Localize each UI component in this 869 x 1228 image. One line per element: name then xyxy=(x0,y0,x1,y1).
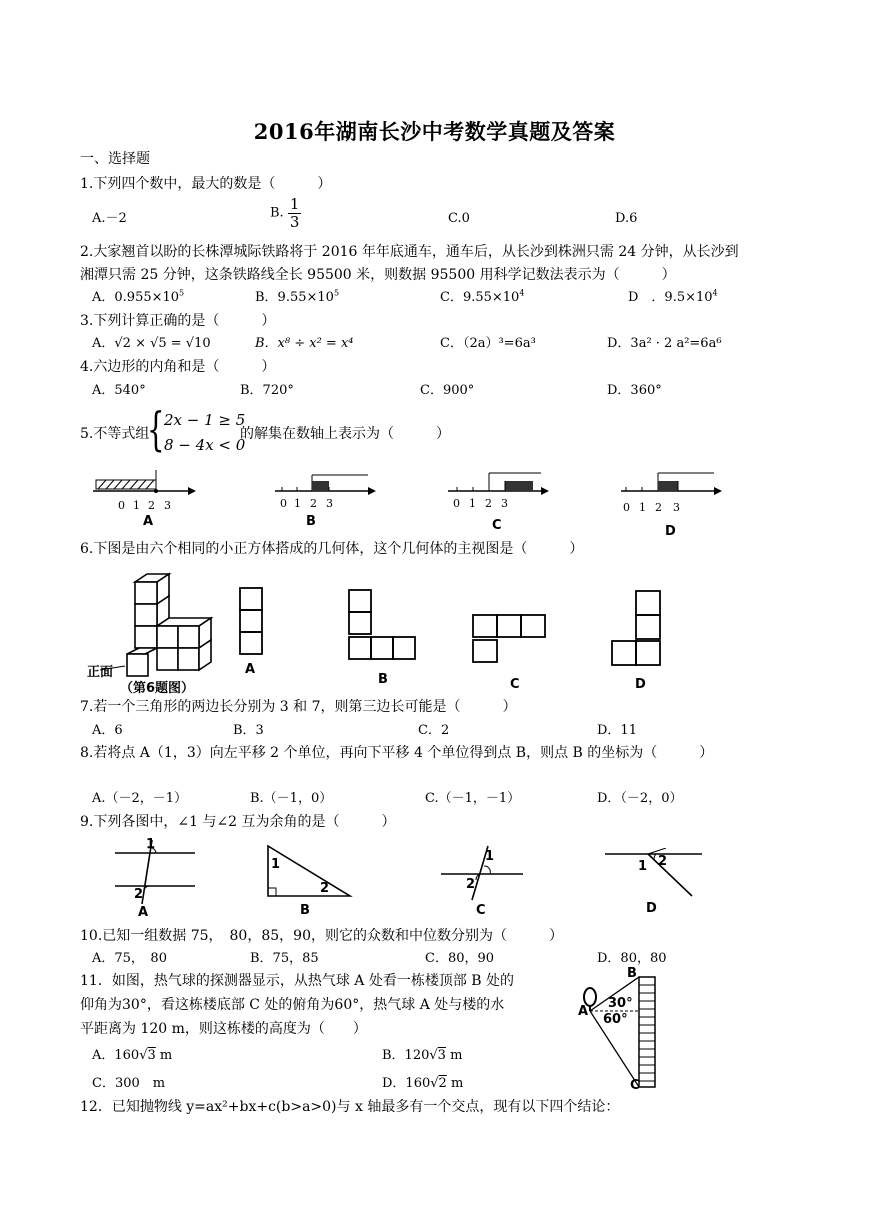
q5b-tick-3: 3 xyxy=(326,497,333,510)
q9c-angle2: 2 xyxy=(466,877,476,892)
q8-stem: 8.若将点 A（1，3）向左平移 2 个单位，再向下平移 4 个单位得到点 B，则点 B 的坐标为（ ） xyxy=(80,745,714,761)
q10-option-a: A．75， 80 xyxy=(92,951,167,966)
q8-option-b: B.（－1，0） xyxy=(250,791,333,806)
q3-stem: 3.下列计算正确的是（ ） xyxy=(80,313,276,329)
q11-stem-line3: 平距离为 120 m，则这栋楼的高度为（ ） xyxy=(80,1021,367,1037)
q9c-label: C xyxy=(476,903,486,918)
q5a-tick-2: 2 xyxy=(148,499,155,512)
q10-option-c: C．80，90 xyxy=(425,951,495,966)
q5-inequality-1: 2x − 1 ≥ 5 xyxy=(164,411,246,429)
q11-point-a: A xyxy=(578,1004,589,1019)
q6a-label: A xyxy=(245,662,256,677)
q7-stem: 7.若一个三角形的两边长分别为 3 和 7，则第三边长可能是（ ） xyxy=(80,699,517,715)
q9-figure-c xyxy=(438,842,528,918)
q9b-label: B xyxy=(300,903,310,918)
q5b-tick-0: 0 xyxy=(280,497,287,510)
q11-option-c: C．300 m xyxy=(92,1076,166,1091)
q6-figure-caption: （第6题图） xyxy=(120,681,195,695)
q6-option-d-figure xyxy=(610,588,670,698)
q6-option-a-figure xyxy=(237,585,277,685)
q2-stem-line2: 湘潭只需 25 分钟，这条铁路线全长 95500 米，则数据 95500 用科学记数法表示为（ ） xyxy=(80,267,676,283)
q4-option-d: D．360° xyxy=(607,383,662,398)
q5c-tick-2: 2 xyxy=(485,497,492,510)
q7-option-a: A．6 xyxy=(92,723,123,738)
q6-option-c-figure xyxy=(470,612,550,692)
q6c-label: C xyxy=(510,677,520,692)
q5c-tick-0: 0 xyxy=(453,497,460,510)
q5d-tick-2: 2 xyxy=(655,501,662,514)
q1-option-a: A.－2 xyxy=(92,211,127,226)
q9b-angle2: 2 xyxy=(320,881,330,896)
q9d-angle2: 2 xyxy=(658,854,668,869)
q5-inequality-2: 8 − 4x < 0 xyxy=(164,436,246,454)
q9d-label: D xyxy=(646,901,657,916)
q10-stem: 10.已知一组数据 75， 80，85，90，则它的众数和中位数分别为（ ） xyxy=(80,928,563,944)
q9-figure-b xyxy=(260,842,360,918)
q4-option-c: C．900° xyxy=(420,383,475,398)
q2-option-d: D ．$9.5\times 10^4$ xyxy=(628,288,718,305)
q5a-tick-1: 1 xyxy=(133,499,140,512)
q5c-tick-1: 1 xyxy=(469,497,476,510)
q9-stem: 9.下列各图中，∠1 与∠2 互为余角的是（ ） xyxy=(80,814,396,830)
q11-point-b: B xyxy=(627,966,637,981)
q4-stem: 4.六边形的内角和是（ ） xyxy=(80,359,276,375)
q1-fraction: $\frac{1}{3}$ xyxy=(289,195,300,231)
q9a-angle2: 2 xyxy=(134,887,144,902)
q3-option-d: D．3a² · 2 a²=6a⁶ xyxy=(607,336,722,351)
q10-option-d: D．80，80 xyxy=(597,951,667,966)
q1-option-b: B. $\frac{1}{3}$ xyxy=(270,195,300,231)
section-heading: 一、选择题 xyxy=(80,151,150,167)
page-title: 2016年湖南长沙中考数学真题及答案 xyxy=(253,119,616,144)
q6-stem: 6.下图是由六个相同的小正方体搭成的几何体，这个几何体的主视图是（ ） xyxy=(80,541,584,557)
q8-option-d: D．（－2，0） xyxy=(597,791,683,806)
q11-option-b: B．120√3 m xyxy=(382,1048,463,1063)
q5c-tick-3: 3 xyxy=(501,497,508,510)
q5d-tick-3: 3 xyxy=(673,501,680,514)
q5b-tick-2: 2 xyxy=(310,497,317,510)
q2-option-c: C．$9.55\times 10^4$ xyxy=(440,288,525,305)
q1-option-c: C.0 xyxy=(448,211,470,226)
q6d-label: D xyxy=(635,677,646,692)
q8-option-c: C.（－1，－1） xyxy=(425,791,521,806)
q5-figure-d xyxy=(618,465,728,540)
q3-option-b: B．x⁸ ÷ x² = x⁴ xyxy=(255,336,354,351)
q6b-label: B xyxy=(378,672,388,687)
q2-option-b: B．$9.55\times 10^5$ xyxy=(255,288,340,305)
q11-option-d: D．160√2 m xyxy=(382,1076,464,1091)
q5a-tick-3: 3 xyxy=(164,499,171,512)
q4-option-b: B．720° xyxy=(240,383,294,398)
q6-solid-figure xyxy=(85,570,225,695)
q5a-label: A xyxy=(143,514,154,527)
q11-stem-line2: 仰角为30°，看这栋楼底部 C 处的俯角为60°，热气球 A 处与楼的水 xyxy=(80,997,505,1013)
q1-option-d: D.6 xyxy=(615,211,638,226)
q5c-label: C xyxy=(492,518,502,533)
q5d-tick-0: 0 xyxy=(623,501,630,514)
q2-option-a: A．$0.955\times 10^5$ xyxy=(92,288,185,305)
q9a-angle1: 1 xyxy=(146,838,156,852)
q7-option-c: C．2 xyxy=(418,723,450,738)
q5b-label: B xyxy=(306,514,316,527)
q5-figure-a xyxy=(88,465,198,527)
q5a-tick-0: 0 xyxy=(118,499,125,512)
q5d-tick-1: 1 xyxy=(639,501,646,514)
q9d-angle1: 1 xyxy=(638,859,648,874)
q5-figure-b xyxy=(272,465,382,527)
q2-stem-line1: 2.大家翘首以盼的长株潭城际铁路将于 2016 年年底通车，通车后，从长沙到株洲只需 24 分钟，从长沙到 xyxy=(80,244,739,260)
q7-option-b: B．3 xyxy=(233,723,264,738)
q10-option-b: B．75，85 xyxy=(250,951,319,966)
q5d-label: D xyxy=(665,524,676,539)
q4-option-a: A．540° xyxy=(92,383,146,398)
q5-brace: { xyxy=(147,402,165,456)
q7-option-d: D．11 xyxy=(597,723,637,738)
q6-front-label: 正面 xyxy=(87,665,114,680)
q11-building-figure xyxy=(575,965,670,1095)
q1-stem: 1.下列四个数中，最大的数是（ ） xyxy=(80,176,332,192)
q8-option-a: A.（－2，－1） xyxy=(92,791,188,806)
q9-figure-d xyxy=(602,848,712,920)
q11-angle-30: 30° xyxy=(608,996,633,1011)
q5-figure-c xyxy=(445,465,555,535)
q11-angle-60: 60° xyxy=(603,1012,628,1027)
q5-stem-suffix: 的解集在数轴上表示为（ ） xyxy=(240,426,450,442)
q5b-tick-1: 1 xyxy=(294,497,301,510)
q9a-label: A xyxy=(138,905,149,918)
q11-point-c: C xyxy=(630,1078,640,1093)
q12-stem: 12．已知抛物线 y=ax²+bx+c(b>a>0)与 x 轴最多有一个交点，现有以下四个结论： xyxy=(80,1099,620,1115)
q6-option-b-figure xyxy=(346,587,426,687)
q9b-angle1: 1 xyxy=(271,857,281,872)
q9c-angle1: 1 xyxy=(485,849,495,864)
q3-option-c: C．（2a）³=6a³ xyxy=(440,336,536,351)
q11-option-a: A．160√3 m xyxy=(92,1048,173,1063)
q5-stem-prefix: 5.不等式组 xyxy=(80,426,150,442)
q3-option-a: A．√2 × √5 = √10 xyxy=(92,336,211,351)
q9-figure-a xyxy=(110,838,200,918)
q11-stem-line1: 11．如图，热气球的探测器显示，从热气球 A 处看一栋楼顶部 B 处的 xyxy=(80,973,515,989)
